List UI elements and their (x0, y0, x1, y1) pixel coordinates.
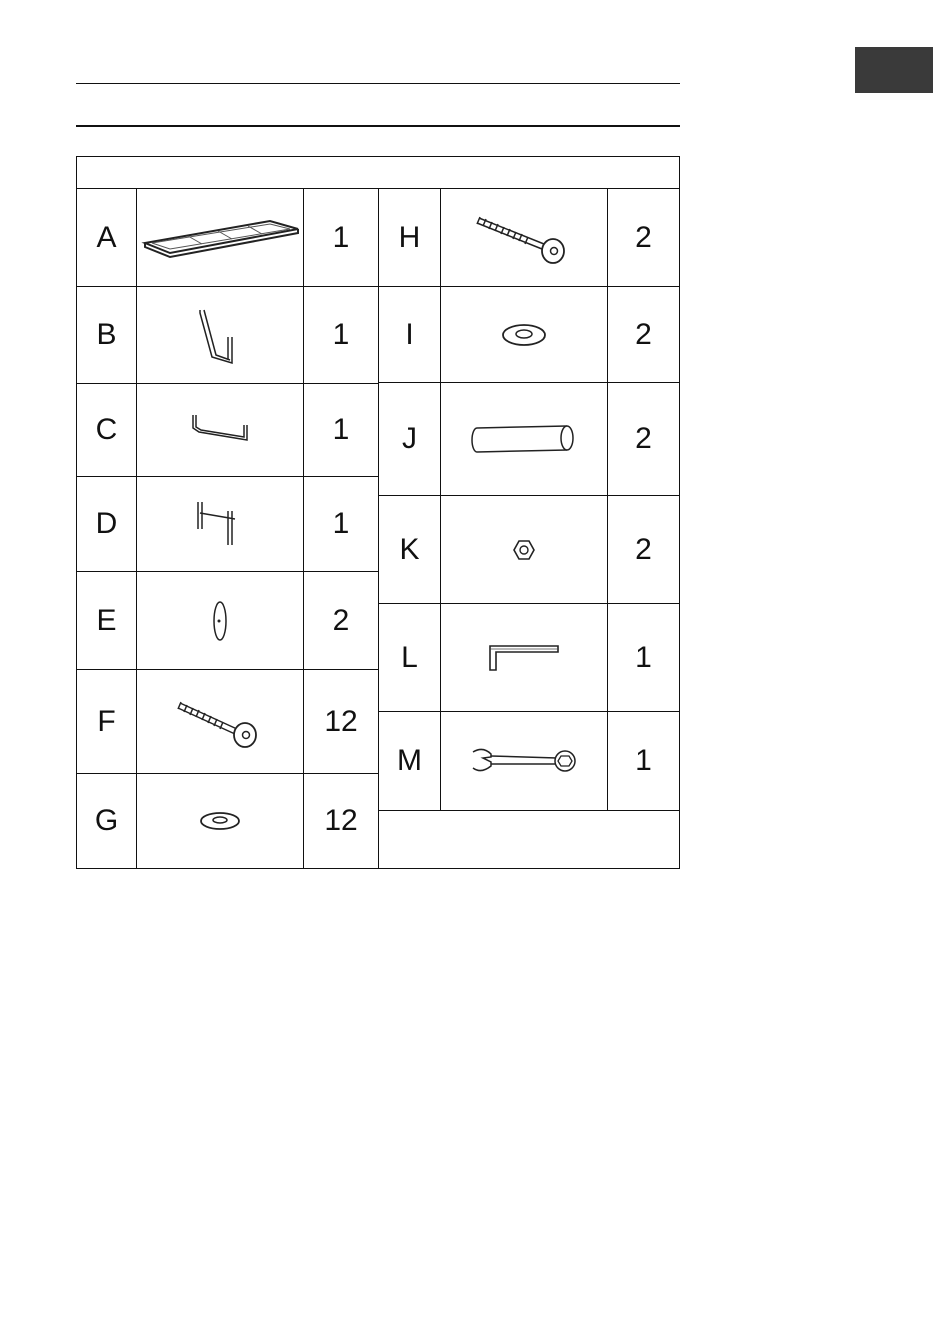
part-qty-l: 1 (607, 603, 680, 712)
washer-icon (136, 773, 304, 869)
part-qty-g: 12 (303, 773, 379, 869)
part-letter-l: L (378, 603, 441, 712)
part-qty-a: 1 (303, 188, 379, 287)
base-frame-icon (136, 188, 304, 287)
empty-cell (378, 810, 680, 869)
part-letter-j: J (378, 382, 441, 496)
long-bolt-icon (440, 188, 608, 287)
part-qty-h: 2 (607, 188, 680, 287)
part-letter-a: A (76, 188, 137, 287)
long-bolt-icon (136, 669, 304, 774)
part-letter-g: G (76, 773, 137, 869)
allen-key-icon (440, 603, 608, 712)
part-letter-k: K (378, 495, 441, 604)
language-tab (855, 47, 933, 93)
part-qty-d: 1 (303, 476, 379, 572)
part-letter-m: M (378, 711, 441, 811)
header-rule-bottom (76, 125, 680, 127)
part-qty-i: 2 (607, 286, 680, 383)
part-qty-b: 1 (303, 286, 379, 384)
part-letter-h: H (378, 188, 441, 287)
wrench-icon (440, 711, 608, 811)
part-letter-b: B (76, 286, 137, 384)
disc-foot-icon (136, 571, 304, 670)
part-qty-e: 2 (303, 571, 379, 670)
part-letter-d: D (76, 476, 137, 572)
part-letter-c: C (76, 383, 137, 477)
part-qty-k: 2 (607, 495, 680, 604)
header-rule-top (76, 83, 680, 84)
u-bracket-tall-icon (136, 286, 304, 384)
part-qty-f: 12 (303, 669, 379, 774)
h-frame-icon (136, 476, 304, 572)
part-qty-j: 2 (607, 382, 680, 496)
u-bracket-flat-icon (136, 383, 304, 477)
part-letter-f: F (76, 669, 137, 774)
part-letter-i: I (378, 286, 441, 383)
part-qty-m: 1 (607, 711, 680, 811)
part-qty-c: 1 (303, 383, 379, 477)
parts-table-header (76, 156, 680, 189)
part-letter-e: E (76, 571, 137, 670)
tube-spacer-icon (440, 382, 608, 496)
washer-icon (440, 286, 608, 383)
hex-nut-icon (440, 495, 608, 604)
